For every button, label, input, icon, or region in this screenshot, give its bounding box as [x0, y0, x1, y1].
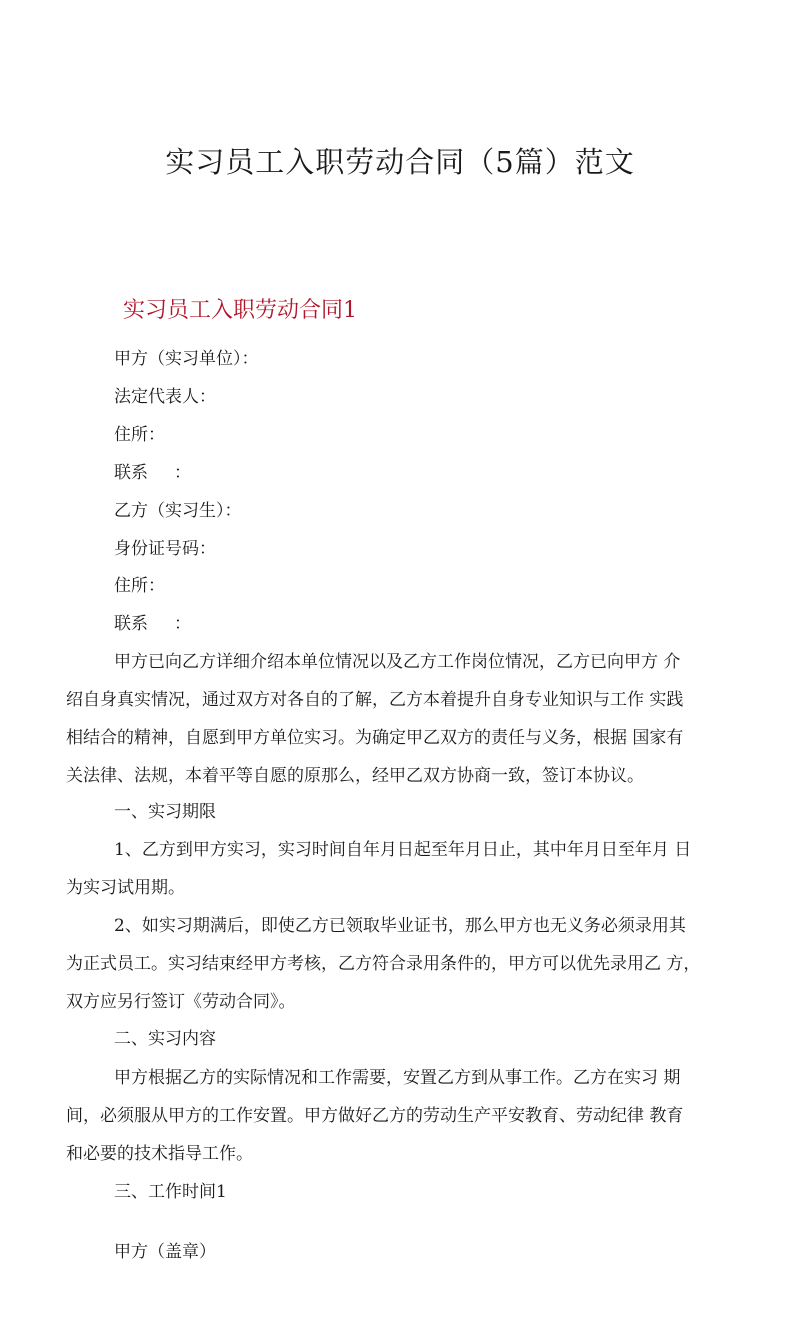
section-2-line: 间，必须服从甲方的工作安置。甲方做好乙方的劳动生产平安教育、劳动纪律 教育	[66, 1106, 684, 1126]
intro-paragraph-line: 甲方已向乙方详细介绍本单位情况以及乙方工作岗位情况，乙方已向甲方 介	[114, 652, 681, 672]
party-b-contact-label	[114, 611, 191, 637]
clause-1-line: 1、乙方到甲方实习，实习时间自年月日起至年月日止，其中年月日至年月 日	[114, 840, 692, 860]
party-a-contact-colon: ：	[174, 463, 191, 483]
clause-2-line: 为正式员工。实习结束经甲方考核，乙方符合录用条件的，甲方可以优先录用乙 方，	[66, 954, 701, 974]
section-2-heading: 二、实习内容	[114, 1029, 216, 1049]
party-b-contact-text: 联系	[114, 614, 148, 634]
document-title: 实习员工入职劳动合同（5篇）范文	[165, 145, 635, 179]
intro-paragraph-line: 绍自身真实情况，通过双方对各自的了解，乙方本着提升自身专业知识与工作 实践	[66, 690, 684, 710]
section-2-line: 和必要的技术指导工作。	[66, 1144, 253, 1164]
party-a-contact-text: 联系	[114, 463, 148, 483]
section-1-heading: 一、实习期限	[114, 802, 216, 822]
party-a-contact-label	[114, 460, 191, 486]
section-2-line: 甲方根据乙方的实际情况和工作需要，安置乙方到从事工作。乙方在实习 期	[114, 1068, 681, 1088]
party-b-contact-colon: ：	[174, 614, 191, 634]
section-3-heading: 三、工作时间1	[114, 1182, 227, 1202]
contract-heading: 实习员工入职劳动合同1	[123, 298, 357, 323]
party-a-label: 甲方（实习单位）：	[114, 349, 259, 369]
id-number-label: 身份证号码：	[114, 539, 216, 559]
intro-paragraph-line: 相结合的精神，自愿到甲方单位实习。为确定甲乙双方的责任与义务，根据 国家有	[66, 728, 684, 748]
party-a-seal-label: 甲方（盖章）	[114, 1242, 216, 1262]
legal-rep-label: 法定代表人：	[114, 387, 216, 407]
clause-2-line: 2、如实习期满后，即使乙方已领取毕业证书，那么甲方也无义务必须录用其	[114, 916, 686, 936]
clause-2-line: 双方应另行签订《劳动合同》。	[66, 992, 296, 1012]
party-b-label: 乙方（实习生）：	[114, 501, 242, 521]
party-a-address-label: 住所：	[114, 425, 165, 445]
clause-1-line: 为实习试用期。	[66, 878, 185, 898]
intro-paragraph-line: 关法律、法规，本着平等自愿的原那么，经甲乙双方协商一致，签订本协议。	[66, 766, 644, 786]
party-b-address-label: 住所：	[114, 576, 165, 596]
